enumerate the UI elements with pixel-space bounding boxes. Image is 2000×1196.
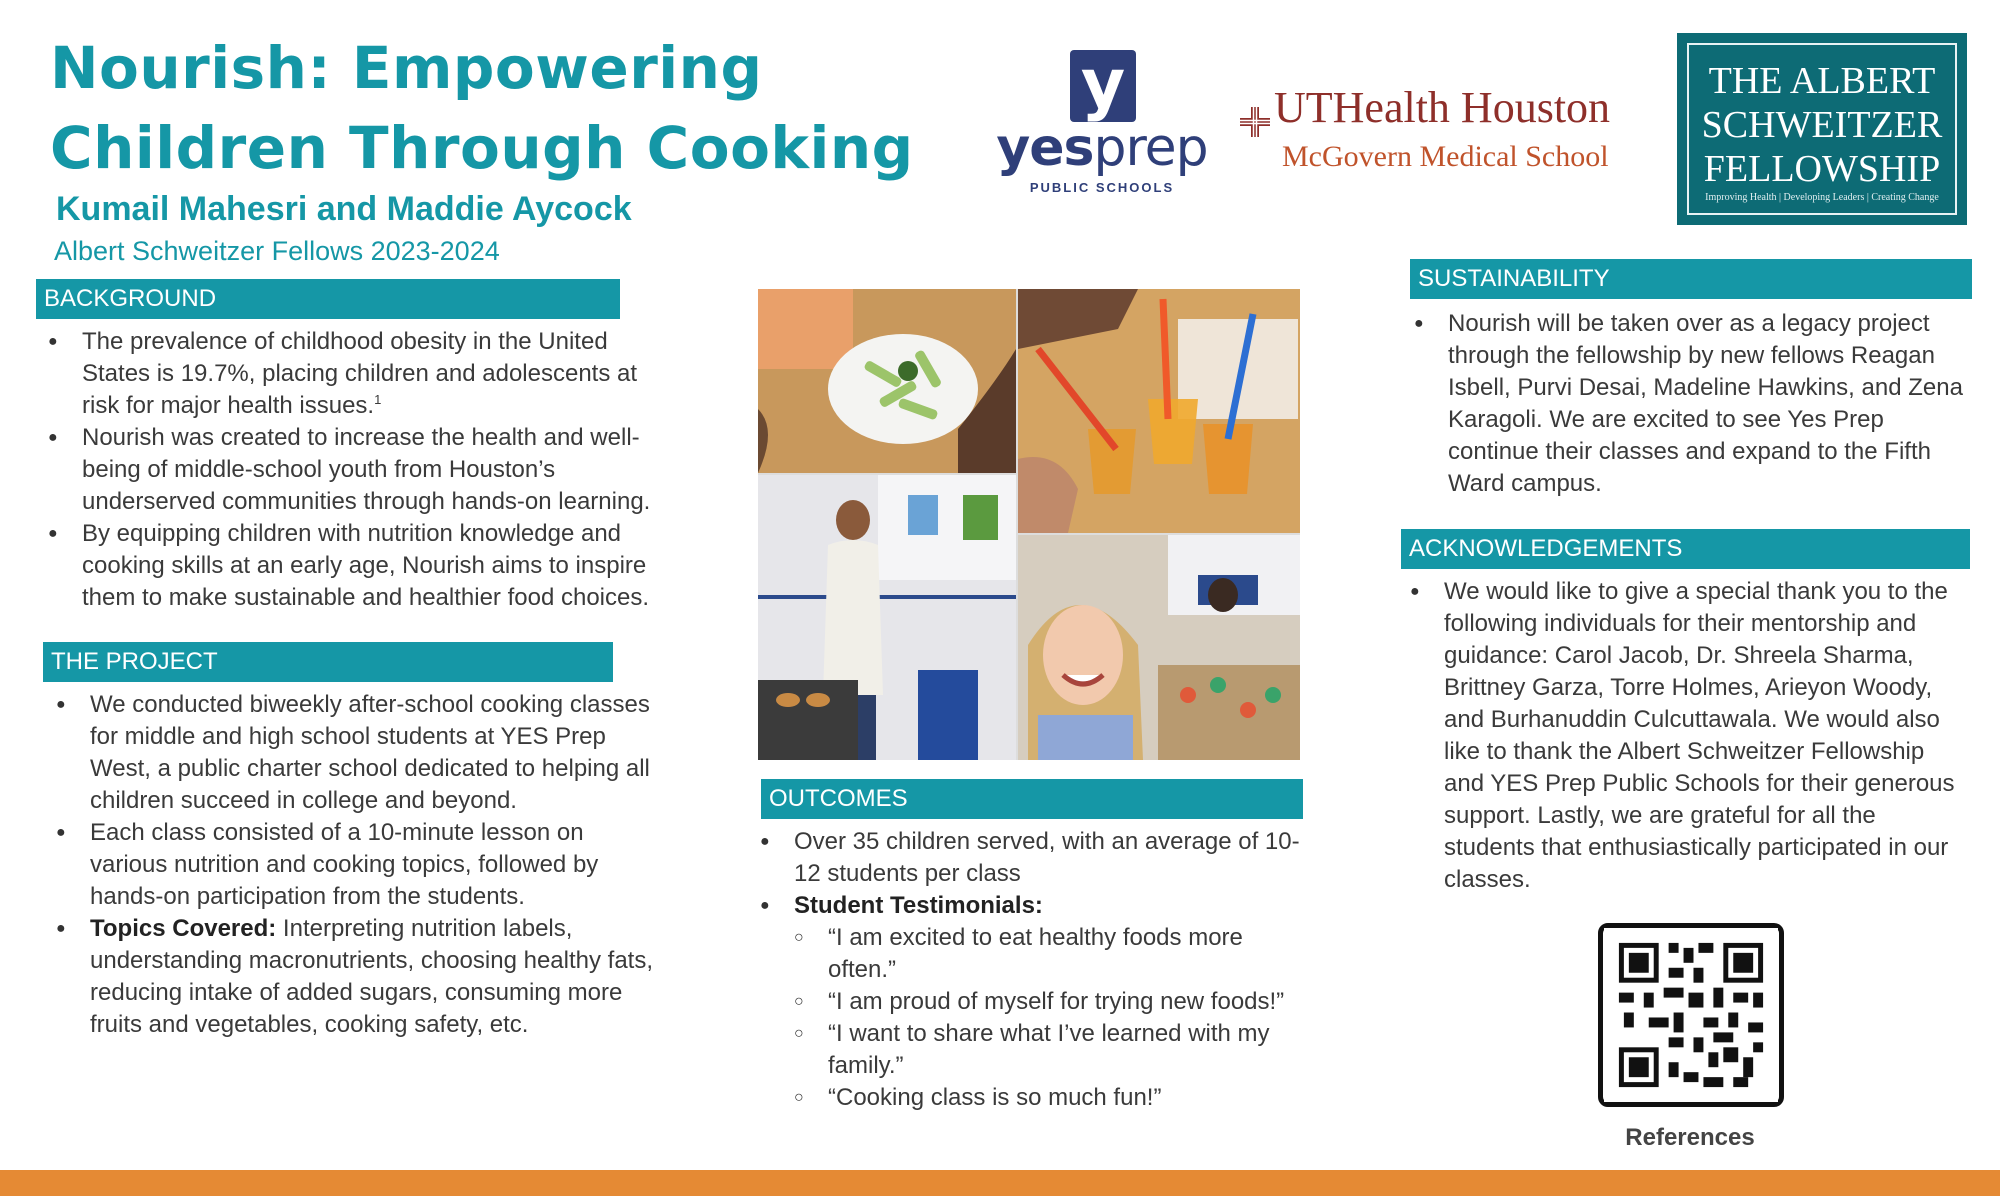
uthealth-logo: [1240, 82, 1620, 182]
list-item: ● Topics Covered: Interpreting nutrition labels, understanding macronutrients, choosing healthy fats, reducing intake of added sugars, consuming more fruits and vegetables, cooking safety, etc.: [46, 913, 664, 1041]
list-item: ● Over 35 children served, with an average of 10-12 students per class: [750, 826, 1310, 890]
background-list: [38, 326, 658, 614]
title-line-2: Children Through Cooking: [50, 114, 914, 182]
testimonial-item: ○ “I am proud of myself for trying new foods!”: [794, 986, 1310, 1018]
sustainability-heading: SUSTAINABILITY: [1410, 259, 1972, 299]
testimonial-item: ○ “I am excited to eat healthy foods more often.”: [794, 922, 1310, 986]
outcomes-heading: OUTCOMES: [761, 779, 1303, 819]
testimonial-item: ○ “I want to share what I’ve learned with my family.”: [794, 1018, 1310, 1082]
asf-tagline: Improving Health | Developing Leaders | Creating Change: [1705, 192, 1939, 203]
project-heading: THE PROJECT: [43, 642, 613, 682]
yesprep-logo: [996, 45, 1208, 200]
yesprep-wordmark: yesprep: [996, 118, 1208, 178]
testimonials-label: Student Testimonials:: [794, 892, 1043, 919]
bottom-accent-bar: [0, 1170, 2000, 1196]
references-qr-code[interactable]: [1598, 923, 1784, 1107]
uthealth-cross-icon: [1240, 97, 1270, 127]
photo-cucumber-plate: [758, 289, 1016, 473]
yesprep-subtitle: PUBLIC SCHOOLS: [1029, 180, 1175, 195]
list-item: ● We conducted biweekly after-school cooking classes for middle and high school students at YES Prep West, a public charter school dedicated to helping all children succeed in college and beyond.: [46, 689, 664, 817]
poster-title: [50, 28, 970, 188]
list-item: ● The prevalence of childhood obesity in the United States is 19.7%, placing children and adolescents at risk for major health issues.$^1$: [38, 326, 658, 422]
photo-instructor: [758, 475, 1016, 760]
references-label: References: [1625, 1124, 1755, 1151]
photo-collage: [758, 289, 1300, 760]
acknowledgements-list: [1400, 576, 1970, 896]
project-list: [46, 689, 664, 1041]
list-item: [750, 890, 1310, 1114]
acknowledgements-heading: ACKNOWLEDGEMENTS: [1401, 529, 1970, 569]
asf-line-3: FELLOWSHIP: [1703, 148, 1941, 190]
testimonials-list: [794, 922, 1310, 1114]
asf-logo: [1677, 33, 1967, 225]
list-item: ● By equipping children with nutrition knowledge and cooking skills at an early age, Nourish aims to inspire them to make sustainable and healthier food choices.: [38, 518, 658, 614]
testimonial-item: ○ “Cooking class is so much fun!”: [794, 1082, 1310, 1114]
fellows-line: Albert Schweitzer Fellows 2023-2024: [54, 236, 500, 266]
list-item: ● Each class consisted of a 10-minute lesson on various nutrition and cooking topics, followed by hands-on participation from the students.: [46, 817, 664, 913]
list-item: ● Nourish will be taken over as a legacy project through the fellowship by new fellows Reagan Isbell, Purvi Desai, Madeline Hawkins, and Zena Karagoli. We are excited to see Yes Prep continue their classes and expand to the Fifth Ward campus.: [1404, 308, 1974, 500]
outcomes-list: [750, 826, 1310, 1114]
mcgovern-name: McGovern Medical School: [1282, 140, 1609, 173]
authors: Kumail Mahesri and Maddie Aycock: [56, 190, 632, 228]
title-line-1: Nourish: Empowering: [50, 34, 763, 102]
uthealth-name: UTHealth Houston: [1274, 83, 1611, 132]
asf-line-2: SCHWEITZER: [1701, 104, 1943, 146]
yesprep-mark: y: [1070, 50, 1136, 122]
background-heading: BACKGROUND: [36, 279, 620, 319]
photo-student-smiling: [1018, 535, 1300, 760]
asf-line-1: THE ALBERT: [1708, 60, 1936, 102]
photo-smoothies: [1018, 289, 1300, 533]
sustainability-list: [1404, 308, 1974, 500]
list-item: ● We would like to give a special thank you to the following individuals for their mentorship and guidance: Carol Jacob, Dr. Shreela Sharma, Brittney Garza, Torre Holmes, Arieyon Woody, and Burhanuddin Culcuttawala. We would also like to thank the Albert Schweitzer Fellowship and YES Prep Public Schools for their generous support. Lastly, we are grateful for all the students that enthusiastically participated in our classes.: [1400, 576, 1970, 896]
list-item: ● Nourish was created to increase the health and well-being of middle-school youth from Houston’s underserved communities through hands-on learning.: [38, 422, 658, 518]
